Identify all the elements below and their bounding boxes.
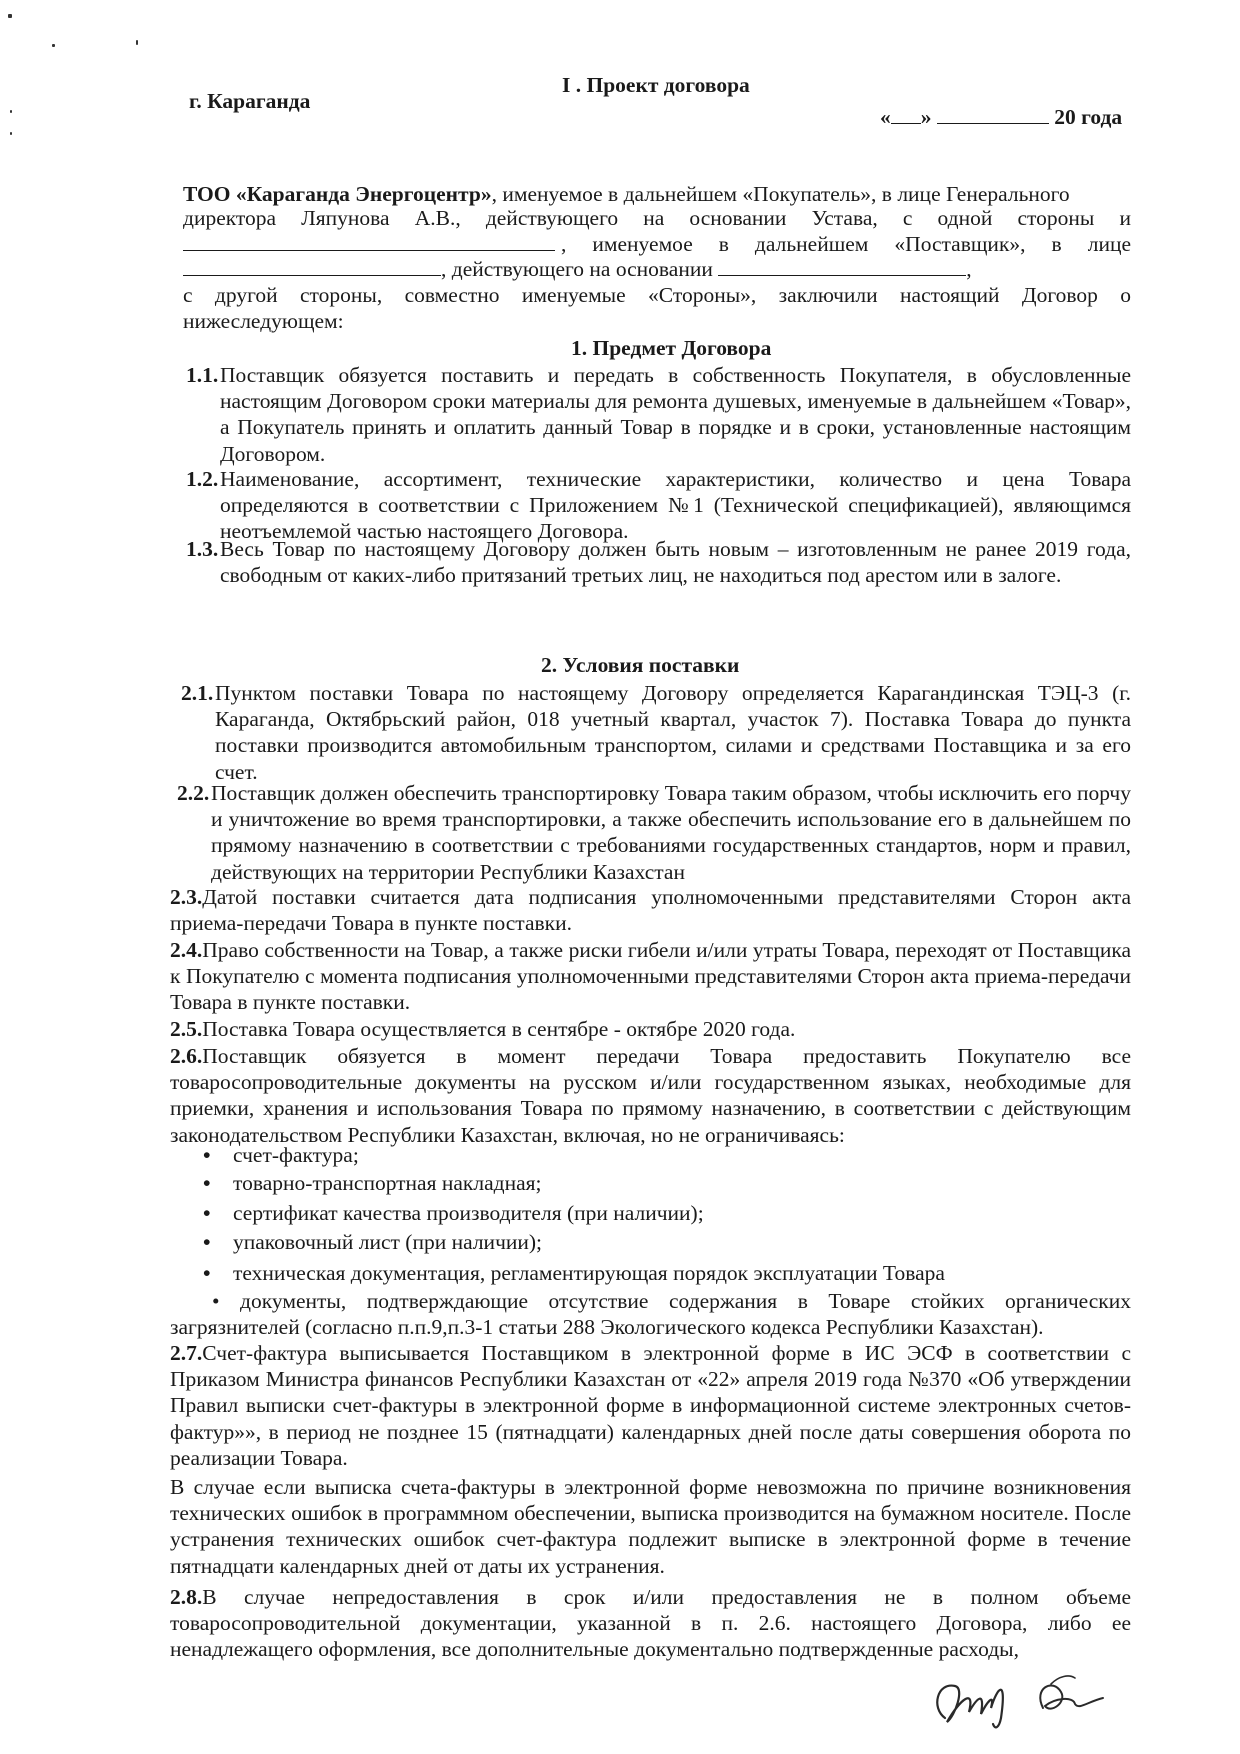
clause-2-3	[170, 884, 1131, 936]
supplier-name-blank	[183, 232, 555, 251]
clause-2-6	[170, 1043, 1131, 1148]
bullet-icon: •	[212, 1289, 241, 1313]
clause-2-5	[170, 1016, 1131, 1042]
clause-text: Наименование, ассортимент, технические характеристики, количество и цена Товара определяются в соответствии с Приложением №1 (Технической спецификацией), являющимся неотъемлемой частью настоящего Договора.	[220, 467, 1131, 544]
bullet-icon: •	[203, 1261, 211, 1285]
buyer-name: ТОО «Караганда Энергоцентр»	[183, 182, 492, 206]
clause-number: 2.1.	[181, 681, 214, 705]
clause-number: 2.7.	[170, 1341, 203, 1365]
clause-number: 1.3.	[186, 537, 219, 561]
scan-speck	[136, 40, 138, 45]
list-item-text: счет-фактура;	[233, 1143, 359, 1167]
date-line	[880, 104, 1122, 130]
clause-1-3	[186, 536, 1131, 588]
clause-number: 2.4.	[170, 938, 203, 962]
handwritten-signature	[925, 1668, 1115, 1738]
clause-1-2	[186, 466, 1131, 545]
clause-number: 2.8.	[170, 1585, 203, 1609]
intro-text-4: , действующего на основании	[441, 257, 713, 281]
basis-blank	[718, 257, 966, 276]
clause-number: 2.3.	[170, 885, 203, 909]
intro-text-1: , именуемое в дальнейшем «Покупатель», в лице Генерального	[491, 182, 1070, 206]
clause-2-1	[181, 680, 1131, 785]
city-label: г. Караганда	[189, 89, 311, 113]
bullet-icon: •	[203, 1201, 211, 1225]
clause-text: Поставщик должен обеспечить транспортировку Товара таким образом, чтобы исключить его порчу и уничтожение во время транспортировки, а также обеспечить использование его в дальнейшем по прямому назначению в соответствии с требованиями государственных стандартов, норм и правил, действующих на территории Республики Казахстан	[211, 781, 1131, 884]
date-year: 20 года	[1054, 105, 1123, 129]
intro-line-5: с другой стороны, совместно именуемые «Стороны», заключили настоящий Договор о нижеследующем:	[183, 283, 1131, 334]
intro-line-1	[183, 181, 1131, 207]
bullet-icon: •	[203, 1230, 211, 1254]
clause-text: Пунктом поставки Товара по настоящему Договору определяется Карагандинская ТЭЦ-3 (г. Караганда, Октябрьский район, 018 учетный квартал, участок 7). Поставка Товара до пункта поставки производится автомобильным транспортом, силами и средствами Поставщика и за его счет.	[215, 681, 1131, 784]
section-2-title: 2. Условия поставки	[541, 653, 740, 677]
clause-text: Весь Товар по настоящему Договору должен быть новым – изготовленным не ранее 2019 года, свободным от каких-либо притязаний третьих лиц, не находиться под арестом или в залоге.	[220, 537, 1131, 588]
list-item-text: техническая документация, регламентирующая порядок эксплуатации Товара	[233, 1261, 945, 1285]
scan-speck	[8, 14, 12, 18]
intro-text-3: , именуемое в дальнейшем «Поставщик», в лице	[561, 232, 1131, 256]
date-quote-open: «	[880, 105, 891, 129]
date-day-blank	[891, 105, 921, 124]
clause-text: Датой поставки считается дата подписания уполномоченными представителями Сторон акта приема-передачи Товара в пункте поставки.	[170, 885, 1131, 936]
clause-2-7	[170, 1340, 1131, 1471]
clause-text: Поставка Товара осуществляется в сентябре - октябре 2020 года.	[202, 1017, 796, 1041]
representative-blank	[183, 257, 441, 276]
intro-line-4	[183, 256, 972, 282]
date-month-blank	[937, 105, 1049, 124]
clause-number: 2.5.	[170, 1017, 203, 1041]
list-item-text: упаковочный лист (при наличии);	[233, 1230, 543, 1254]
scan-speck	[52, 44, 55, 47]
clause-text: Поставщик обязуется в момент передачи Товара предоставить Покупателю все товаросопроводительные документы на русском и/или государственном языках, необходимые для приемки, хранения и использования Товара по прямому назначению, в соответствии с действующим законодательством Республики Казахстан, включая, но не ограничиваясь:	[170, 1044, 1131, 1147]
section-1-title: 1. Предмет Договора	[571, 336, 772, 360]
list-item	[203, 1142, 359, 1168]
list-item	[203, 1170, 542, 1196]
list-item-text: документы, подтверждающие отсутствие содержания в Товаре стойких органических загрязнителей (согласно п.п.9,п.3-1 статьи 288 Экологического кодекса Республики Казахстан).	[170, 1289, 1131, 1340]
clause-2-4	[170, 937, 1131, 1016]
scan-speck	[10, 110, 12, 113]
clause-text: В случае непредоставления в срок и/или предоставления не в полном объеме товаросопроводительной документации, указанной в п. 2.6. настоящего Договора, либо ее ненадлежащего оформления, все дополнительные документально подтвержденные расходы,	[170, 1585, 1131, 1662]
bullet-icon: •	[203, 1143, 211, 1167]
clause-1-1	[186, 362, 1131, 467]
bullet-icon: •	[203, 1171, 211, 1195]
list-item-text: товарно-транспортная накладная;	[233, 1171, 542, 1195]
list-item	[203, 1229, 542, 1255]
clause-2-2	[177, 780, 1131, 885]
intro-line-3	[183, 231, 1131, 257]
list-item-last	[170, 1288, 1131, 1340]
list-item-text: сертификат качества производителя (при наличии);	[233, 1201, 704, 1225]
intro-comma: ,	[966, 257, 972, 281]
clause-number: 1.1.	[186, 363, 219, 387]
clause-2-8	[170, 1584, 1131, 1663]
clause-number: 2.2.	[177, 781, 210, 805]
list-item	[203, 1260, 945, 1286]
intro-line-2: директора Ляпунова А.В., действующего на основании Устава, с одной стороны и	[183, 206, 1131, 230]
clause-text: Право собственности на Товар, а также риски гибели и/или утраты Товара, переходят от Поставщика к Покупателю с момента подписания уполномоченными представителями Сторон акта приема-передачи Товара в пункте поставки.	[170, 938, 1131, 1015]
clause-2-7-continuation: В случае если выписка счета-фактуры в электронной форме невозможна по причине возникновения технических ошибок в программном обеспечении, выписка производится на бумажном носителе. После устранения технических ошибок счет-фактура подлежит выписке в электронной форме в течение пятнадцати календарных дней от даты их устранения.	[170, 1475, 1131, 1578]
scan-speck	[10, 132, 12, 135]
list-item	[203, 1200, 704, 1226]
clause-number: 2.6.	[170, 1044, 203, 1068]
clause-text: Поставщик обязуется поставить и передать в собственность Покупателя, в обусловленные настоящим Договором сроки материалы для ремонта душевых, именуемые в дальнейшем «Товар», а Покупатель принять и оплатить данный Товар в порядке и в сроки, установленные настоящим Договором.	[220, 363, 1131, 466]
document-title: I . Проект договора	[562, 73, 750, 97]
clause-text: Счет-фактура выписывается Поставщиком в электронной форме в ИС ЭСФ в соответствии с Приказом Министра финансов Республики Казахстан от «22» апреля 2019 года №370 «Об утверждении Правил выписки счет-фактуры в электронной форме в информационной системе электронных счетов-фактур»», в период не позднее 15 (пятнадцати) календарных дней после даты совершения оборота по реализации Товара.	[170, 1341, 1131, 1470]
clause-number: 1.2.	[186, 467, 219, 491]
date-quote-close: »	[920, 105, 932, 129]
